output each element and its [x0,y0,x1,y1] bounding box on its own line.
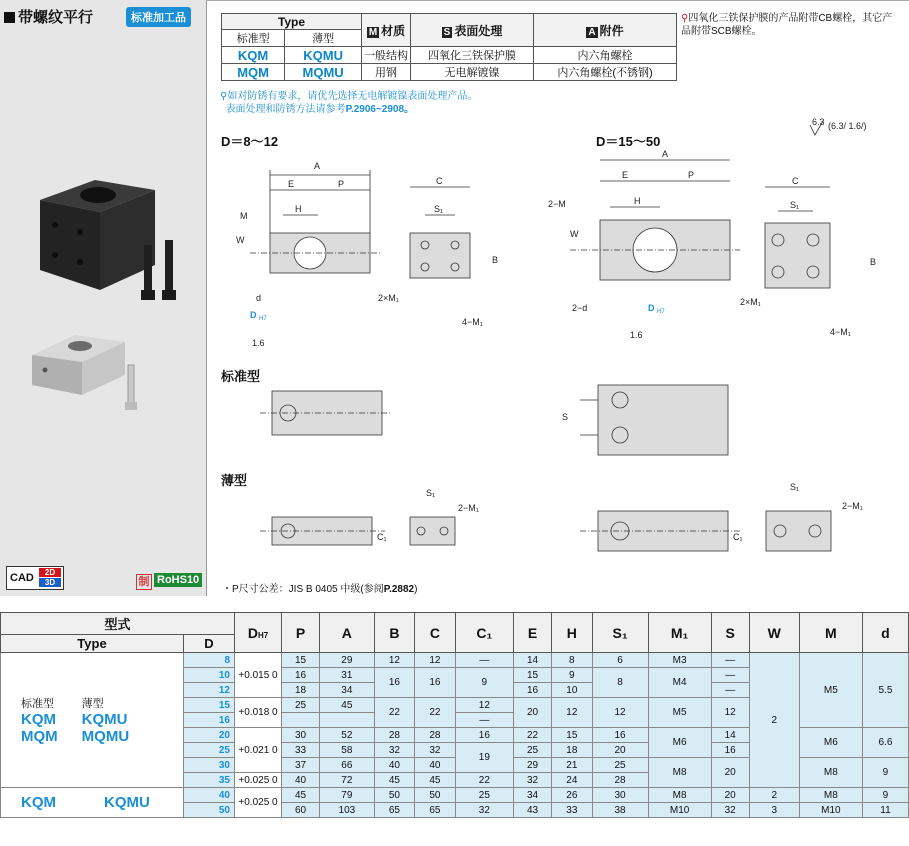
standard-view-large [562,385,728,455]
thin-col-header: 薄型 [285,30,362,47]
rust-note: ⚲如对防锈有要求，请优先选择无电解镀镍表面处理产品。 表面处理和防锈方法请参考P.2906~2908。 [220,91,478,115]
table-row [1,653,909,668]
e-value: 14 [514,653,552,668]
d-dia-value: 9 [862,788,908,803]
col-header: M₁ [648,613,711,653]
svg-text:A: A [314,161,321,171]
p-value: 18 [282,683,320,698]
p-value: 16 [282,668,320,683]
seal-icon: 制 [136,574,152,590]
a-value: 34 [320,683,375,698]
svg-text:E: E [622,170,629,180]
s1-value: 12 [592,698,648,728]
type-code: MQM [21,728,58,745]
c1-value: — [455,713,513,728]
d-value: 8 [184,653,235,668]
accessory-cell: 内六角螺栓(不锈钢) [534,64,677,81]
d-value: 20 [184,728,235,743]
e-value: 43 [514,803,552,818]
h-value: 9 [552,668,593,683]
p-value [282,713,320,728]
svg-text:D: D [250,310,257,320]
c-value: 50 [415,788,456,803]
svg-text:2−M: 2−M [548,199,566,209]
s-value: 12 [711,698,749,728]
s1-value: 25 [592,758,648,773]
d-dia-value: 11 [862,803,908,818]
d-value: 50 [184,803,235,818]
svg-text:C: C [436,176,443,186]
svg-text:W: W [236,235,245,245]
col-header: d [862,613,908,653]
front-view-large [548,149,761,340]
b-value: 40 [374,758,415,773]
svg-text:B: B [870,257,877,267]
b-value: 65 [374,803,415,818]
c-value: 12 [415,653,456,668]
m1-value: M6 [648,728,711,758]
thin-view-small [260,488,479,545]
tolerance: +0.025 0 [235,788,282,818]
a-value: 79 [320,788,375,803]
b-value: 50 [374,788,415,803]
thin-view-large [580,482,863,551]
b-value: 16 [374,668,415,698]
m1-value: M8 [648,788,711,803]
side-view-large [765,176,876,337]
p-value: 15 [282,653,320,668]
type-code: KQMU [285,47,362,64]
col-header: H [552,613,593,653]
col-header: W [749,613,799,653]
material-cell: 用钢 [362,64,411,81]
e-value: 15 [514,668,552,683]
c1-value: 19 [455,743,513,773]
accessory-header: A 附件 [534,14,677,47]
svg-text:S: S [562,412,569,422]
s-value: 14 [711,728,749,743]
svg-text:D: D [648,303,655,313]
col-header: B [374,613,415,653]
col-header: A [320,613,375,653]
s-value: 20 [711,788,749,803]
p-value: 40 [282,773,320,788]
page-title: 带螺纹平行 [4,6,93,27]
type-code: KQMU [81,711,128,728]
col-header: S₁ [592,613,648,653]
svg-text:H7: H7 [657,309,665,315]
s1-value: 28 [592,773,648,788]
svg-text:H7: H7 [259,316,267,322]
m-value: M8 [799,758,862,788]
tolerance: +0.021 0 [235,728,282,773]
d-value: 35 [184,773,235,788]
c1-value: 9 [455,668,513,698]
svg-text:A: A [662,149,669,159]
type-code: MQMU [81,728,130,745]
svg-text:C₁: C₁ [377,532,387,542]
m1-value: M5 [648,698,711,728]
w-value: 3 [749,803,799,818]
d-value: 40 [184,788,235,803]
type-code: KQM [222,47,285,64]
standard-type-label: 标准型 [221,369,261,384]
svg-text:S₁: S₁ [426,488,436,498]
front-view-small [236,161,399,348]
a-value: 58 [320,743,375,758]
s1-value: 38 [592,803,648,818]
d-header: DH7 [235,613,282,653]
h-value: 15 [552,728,593,743]
a-value: 66 [320,758,375,773]
d-large-title: D＝15〜50 [596,134,661,149]
a-value: 29 [320,653,375,668]
h-value: 8 [552,653,593,668]
s1-value: 16 [592,728,648,743]
s-value: 16 [711,743,749,758]
svg-text:H: H [295,204,302,214]
b-value: 22 [374,698,415,728]
d-value: 16 [184,713,235,728]
d-small-title: D＝8〜12 [221,134,279,149]
dimension-table [0,612,909,818]
type-code: MQMU [285,64,362,81]
svg-text:S₁: S₁ [434,204,444,214]
c1-value: 12 [455,698,513,713]
tolerance-footnote: ・P尺寸公差：JIS B 0405 中级(参阅P.2882) [222,584,418,595]
b-value: 28 [374,728,415,743]
p-value: 37 [282,758,320,773]
a-value: 45 [320,698,375,713]
s-value: — [711,653,749,668]
h-value: 24 [552,773,593,788]
svg-text:6.3: 6.3 [812,117,825,127]
a-value: 72 [320,773,375,788]
e-value: 25 [514,743,552,758]
svg-text:2−d: 2−d [572,303,588,313]
e-value: 29 [514,758,552,773]
rohs-badge: RoHS10 [154,573,202,587]
type-group-2: KQM KQMU [1,788,184,818]
tolerance: +0.015 0 [235,653,282,698]
a-value: 52 [320,728,375,743]
e-value: 34 [514,788,552,803]
b-value: 12 [374,653,415,668]
d-dia-value: 6.6 [862,728,908,758]
b-value: 32 [374,743,415,758]
svg-text:P: P [338,179,345,189]
type-header-cn: 型式 [1,613,235,635]
d-value: 15 [184,698,235,713]
s-value: — [711,683,749,698]
table-row [1,788,909,803]
m1-value: M8 [648,758,711,788]
m-value: M6 [799,728,862,758]
technical-drawing [210,115,909,575]
cad-download-badge[interactable]: CAD 2D 3D [6,566,64,590]
c-value: 22 [415,698,456,728]
accessory-cell: 内六角螺栓 [534,47,677,64]
surface-cell: 无电解镀镍 [411,64,534,81]
e-value: 20 [514,698,552,728]
svg-text:S₁: S₁ [790,200,800,210]
m-value: M8 [799,788,862,803]
tolerance: +0.025 0 [235,773,282,788]
c-value: 32 [415,743,456,758]
svg-text:2−M₁: 2−M₁ [458,503,479,513]
d-value: 12 [184,683,235,698]
material-header: M 材质 [362,14,411,47]
e-value: 32 [514,773,552,788]
standard-view-small [260,391,390,435]
d-value: 25 [184,743,235,758]
a-value: 31 [320,668,375,683]
d-header-sub: D [184,635,235,653]
svg-text:C: C [792,176,799,186]
svg-text:S₁: S₁ [790,482,800,492]
svg-text:(6.3/ 1.6/): (6.3/ 1.6/) [828,121,867,131]
c1-value: — [455,653,513,668]
col-header: E [514,613,552,653]
material-cell: 一般结构 [362,47,411,64]
spec-table [221,13,677,81]
col-header: S [711,613,749,653]
type-header-en: Type [1,635,184,653]
c-value: 45 [415,773,456,788]
c-value: 16 [415,668,456,698]
svg-text:2×M₁: 2×M₁ [740,297,761,307]
type-header: Type [222,14,362,30]
svg-text:H: H [634,196,641,206]
s-value: — [711,668,749,683]
h-value: 21 [552,758,593,773]
c-value: 40 [415,758,456,773]
svg-text:1.6: 1.6 [630,330,643,340]
type-group-1: 标准型 KQM MQM 薄型 KQMU MQMU [1,653,184,788]
svg-text:d: d [256,293,262,303]
svg-text:1.6: 1.6 [252,338,265,348]
std-col-header: 标准型 [222,30,285,47]
p-value: 45 [282,788,320,803]
svg-text:2−M₁: 2−M₁ [842,501,863,511]
s1-value: 8 [592,668,648,698]
c1-value: 32 [455,803,513,818]
d-dia-value: 9 [862,758,908,788]
roughness-symbol [810,117,867,135]
m1-value: M3 [648,653,711,668]
c1-value: 25 [455,788,513,803]
svg-text:4−M₁: 4−M₁ [830,327,851,337]
col-header: C₁ [455,613,513,653]
s-value: 32 [711,803,749,818]
p-value: 30 [282,728,320,743]
type-code: KQM [21,711,56,728]
c1-value: 22 [455,773,513,788]
svg-text:E: E [288,179,295,189]
s1-value: 6 [592,653,648,668]
c-value: 28 [415,728,456,743]
w-value: 2 [749,788,799,803]
c1-value: 16 [455,728,513,743]
s-value: 20 [711,758,749,788]
d-dia-value: 5.5 [862,653,908,728]
h-value: 10 [552,683,593,698]
tolerance: +0.018 0 [235,698,282,728]
h-value: 33 [552,803,593,818]
m-value: M5 [799,653,862,728]
p-value: 25 [282,698,320,713]
a-value [320,713,375,728]
p-value: 33 [282,743,320,758]
w-value: 2 [749,653,799,788]
type-code: MQM [222,64,285,81]
a-value: 103 [320,803,375,818]
m1-value: M10 [648,803,711,818]
surface-header: S 表面处理 [411,14,534,47]
svg-text:B: B [492,255,499,265]
svg-text:2×M₁: 2×M₁ [378,293,399,303]
m-value: M10 [799,803,862,818]
d-value: 30 [184,758,235,773]
h-value: 12 [552,698,593,728]
thin-type-label: 薄型 [221,473,248,488]
svg-text:M: M [240,211,248,221]
b-value: 45 [374,773,415,788]
svg-text:W: W [570,229,579,239]
e-value: 16 [514,683,552,698]
col-header: M [799,613,862,653]
svg-text:4−M₁: 4−M₁ [462,317,483,327]
standard-badge: 标准加工品 [126,7,191,27]
svg-text:P: P [688,170,695,180]
p-value: 60 [282,803,320,818]
d-value: 10 [184,668,235,683]
s1-value: 20 [592,743,648,758]
e-value: 22 [514,728,552,743]
c-value: 65 [415,803,456,818]
top-rule [206,0,909,1]
surface-cell: 四氧化三铁保护膜 [411,47,534,64]
h-value: 18 [552,743,593,758]
h-value: 26 [552,788,593,803]
svg-text:C₁: C₁ [733,532,743,542]
s1-value: 30 [592,788,648,803]
m1-value: M4 [648,668,711,698]
side-view-small [410,176,498,327]
col-header: C [415,613,456,653]
product-photo [20,150,200,420]
bolt-note: ⚲四氧化三铁保护膜的产品附带CB螺栓，其它产品附带SCB螺栓。 [681,13,893,37]
col-header: P [282,613,320,653]
